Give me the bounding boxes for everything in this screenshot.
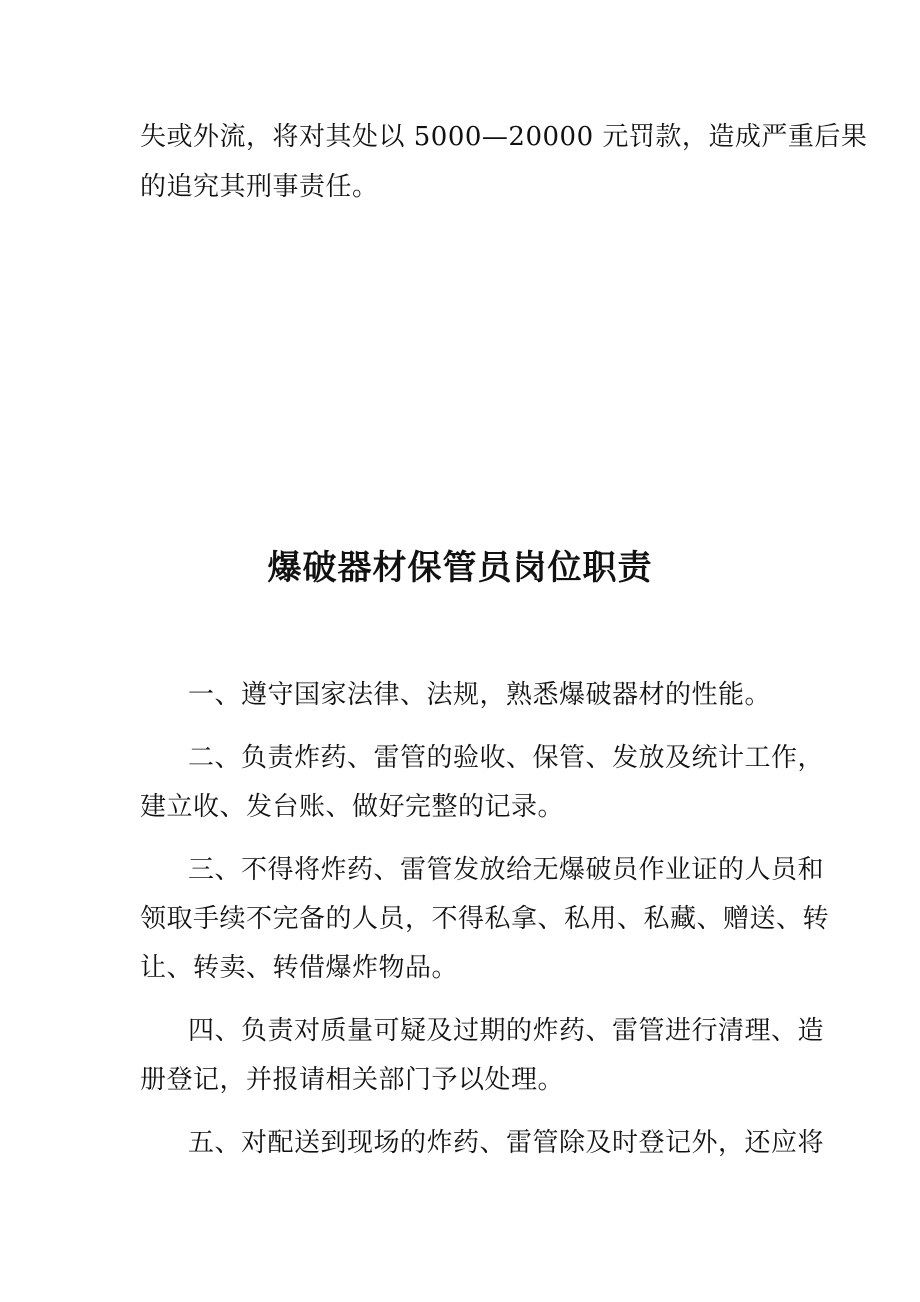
list-item-line: 五、对配送到现场的炸药、雷管除及时登记外，还应将 — [188, 1128, 825, 1158]
list-item-line: 一、遵守国家法律、法规，熟悉爆破器材的性能。 — [188, 680, 772, 710]
list-item-line: 二、负责炸药、雷管的验收、保管、发放及统计工作， — [188, 743, 825, 773]
list-item-line: 建立收、发台账、做好完整的记录。 — [140, 792, 565, 822]
list-item-line: 领取手续不完备的人员，不得私拿、私用、私藏、赠送、转 — [140, 904, 830, 934]
list-item-line: 三、不得将炸药、雷管发放给无爆破员作业证的人员和 — [188, 855, 825, 885]
paragraph-line: 的追究其刑事责任。 — [140, 172, 379, 202]
list-item-line: 让、转卖、转借爆炸物品。 — [140, 953, 459, 983]
list-item-line: 册登记，并报请相关部门予以处理。 — [140, 1065, 565, 1095]
paragraph-line: 失或外流，将对其处以 5000—20000 元罚款，造成严重后果 — [140, 122, 868, 152]
section-title: 爆破器材保管员岗位职责 — [267, 548, 653, 588]
list-item-line: 四、负责对质量可疑及过期的炸药、雷管进行清理、造 — [188, 1016, 825, 1046]
